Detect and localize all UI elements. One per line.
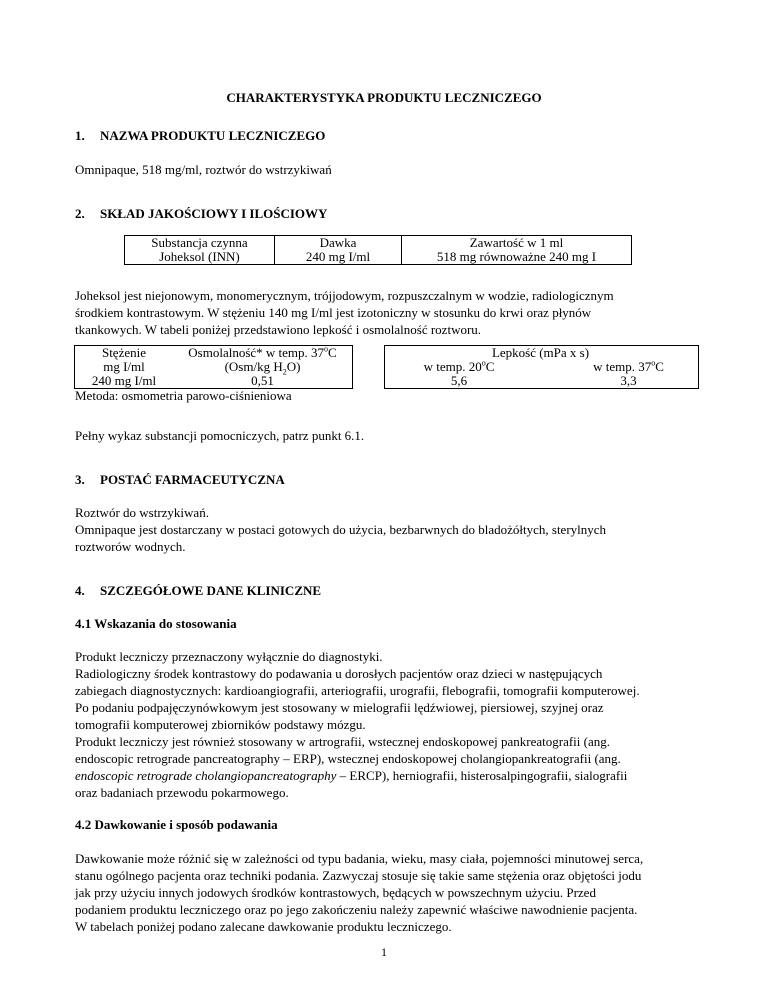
indications-line-4: Po podaniu podpajęczynówkowym jest stosowany w mielografii lędźwiowej, piersiowej, szyjnej oraz [75, 700, 604, 715]
content-value: 518 mg równoważne 240 mg I [436, 249, 597, 264]
indications-line-3: zabiegach diagnostycznych: kardioangiografii, arteriografii, urografii, flebografii, tomografii komputerowej. [75, 683, 640, 698]
indications-line-6: Produkt leczniczy jest również stosowany w artrografii, wstecznej endoskopowej pankreatografii (ang. [75, 734, 610, 749]
section-3-title: POSTAĆ FARMACEUTYCZNA [100, 472, 285, 487]
dose-value: 240 mg I/ml [305, 249, 371, 264]
section-4-number: 4. [75, 583, 85, 598]
product-name-text: Omnipaque, 518 mg/ml, roztwór do wstrzykiwań [75, 162, 332, 177]
dosage-line-4: podaniem produktu leczniczego oraz po jego zakończeniu należy zapewnić właściwe nawodnienie pacjenta. [75, 902, 638, 917]
composition-table [124, 235, 632, 265]
section-2-number: 2. [75, 206, 85, 221]
viscosity-header: Lepkość (mPa x s) [491, 345, 590, 360]
dosage-line-1: Dawkowanie może różnić się w zależności od typu badania, wieku, masy ciała, pojemności minutowej serca, [75, 851, 644, 866]
section-1-number: 1. [75, 128, 85, 143]
active-substance-value: Joheksol (INN) [159, 249, 240, 264]
form-line-3: roztworów wodnych. [75, 539, 186, 554]
viscosity-37c-header: w temp. 37$^o$C [593, 358, 664, 374]
measurement-method: Metoda: osmometria parowo-ciśnieniowa [75, 388, 292, 403]
dosage-line-2: stanu ogólnego pacjenta oraz techniki podania. Zazwyczaj stosuje się takie same stężenia oraz objętości jodu [75, 868, 642, 883]
dosage-line-5: W tabelach poniżej podano zalecane dawkowanie produktu leczniczego. [75, 919, 452, 934]
dose-label: Dawka [319, 235, 357, 250]
subsection-4-1-heading: 4.1 Wskazania do stosowania [75, 616, 237, 631]
indications-line-7: endoscopic retrograde pancreatography – ERP), wstecznej endoskopowej cholangiopankreatografii (ang. [75, 751, 621, 766]
indications-line-1: Produkt leczniczy przeznaczony wyłącznie do diagnostyki. [75, 649, 383, 664]
indications-line-9: oraz badaniach przewodu pokarmowego. [75, 785, 289, 800]
form-line-2: Omnipaque jest dostarczany w postaci gotowych do użycia, bezbarwnych do bladożółtych, sterylnych [75, 522, 607, 537]
description-line-2: środkiem kontrastowym. W stężeniu 140 mg I/ml jest izotoniczny w stosunku do krwi oraz płynów [75, 305, 592, 320]
viscosity-20c-value: 5,6 [450, 373, 468, 388]
dosage-line-3: jak przy użyciu innych jodowych środków kontrastowych, będących w powszechnym użyciu. Przed [75, 885, 596, 900]
section-2-title: SKŁAD JAKOŚCIOWY I ILOŚCIOWY [100, 206, 328, 221]
dose-cell [275, 236, 402, 265]
content-label: Zawartość w 1 ml [469, 235, 564, 250]
subsection-4-2-heading: 4.2 Dawkowanie i sposób podawania [75, 817, 278, 832]
indications-line-8: endoscopic retrograde cholangiopancreatography – ERCP), herniografii, histerosalpingografii, sialografii [75, 768, 628, 783]
section-1-title: NAZWA PRODUKTU LECZNICZEGO [100, 128, 326, 143]
content-cell [402, 236, 632, 265]
concentration-header-2: mg I/ml [103, 359, 145, 374]
section-3-heading [75, 472, 285, 488]
excipients-reference: Pełny wykaz substancji pomocniczych, patrz punkt 6.1. [75, 428, 365, 443]
form-line-1: Roztwór do wstrzykiwań. [75, 505, 209, 520]
document-title: CHARAKTERYSTYKA PRODUKTU LECZNICZEGO [226, 90, 542, 105]
section-1-heading [75, 128, 325, 144]
section-4-title: SZCZEGÓŁOWE DANE KLINICZNE [100, 583, 322, 598]
section-4-heading [75, 583, 321, 599]
osmolality-header-2: (Osm/kg $H_2O$) [224, 359, 301, 377]
indications-line-5: tomografii komputerowej zbiorników podstawy mózgu. [75, 717, 366, 732]
page-number: 1 [381, 945, 387, 959]
indications-line-2: Radiologiczny środek kontrastowy do podawania u dorosłych pacjentów oraz dzieci w następujących [75, 666, 603, 681]
description-line-3: tkankowych. W tabeli poniżej przedstawiono lepkość i osmolalność roztworu. [75, 322, 482, 337]
viscosity-20c-header: w temp. 20$^o$C [423, 358, 495, 374]
section-2-heading [75, 206, 327, 222]
section-3-number: 3. [75, 472, 85, 487]
viscosity-37c-value: 3,3 [620, 373, 637, 388]
concentration-header-1: Stężenie [101, 345, 147, 360]
active-substance-label: Substancja czynna [151, 235, 248, 250]
osmolality-header-1: Osmolalność* w temp. 37$^o$C [188, 344, 337, 360]
concentration-value: 240 mg I/ml [91, 373, 157, 388]
description-line-1: Joheksol jest niejonowym, monomerycznym, trójjodowym, rozpuszczalnym w wodzie, radiologicznym [75, 288, 614, 303]
osmolality-value: 0,51 [251, 373, 274, 388]
active-substance-cell [125, 236, 275, 265]
